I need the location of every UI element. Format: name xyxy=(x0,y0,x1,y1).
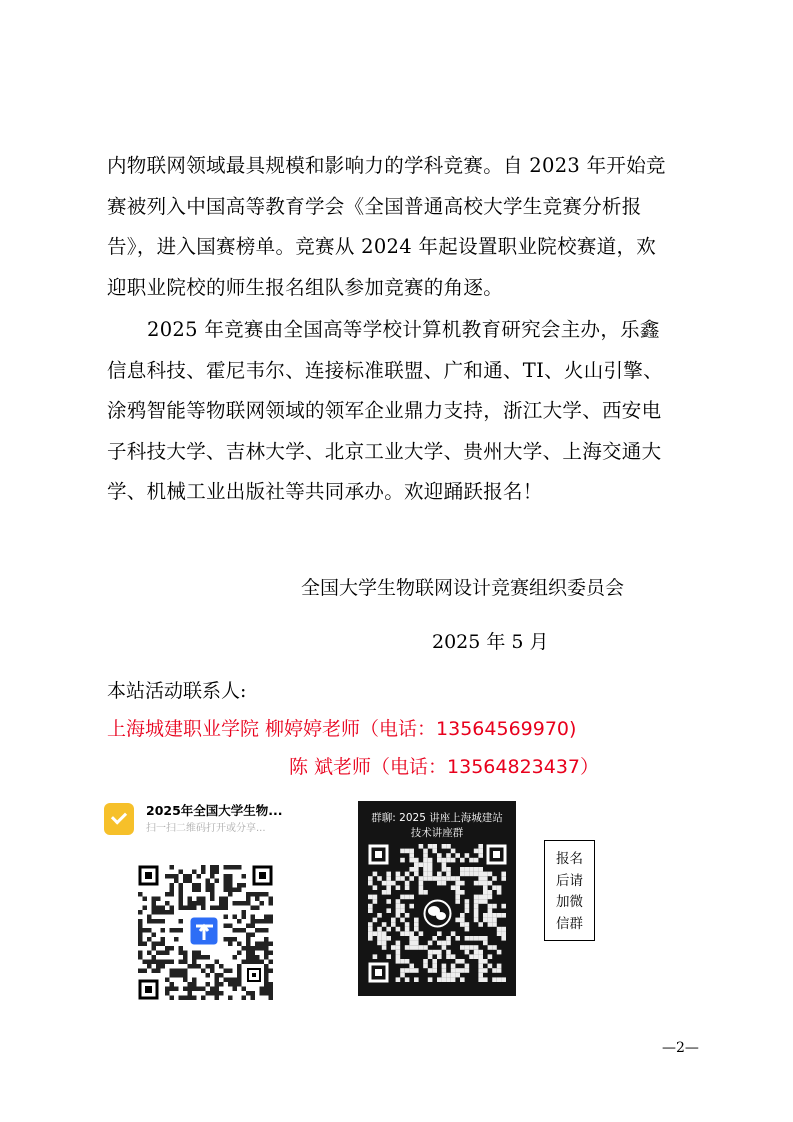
text-line: 学、机械工业出版社等共同承办。欢迎踊跃报名！ xyxy=(107,480,543,503)
qr-card-wechat-group[interactable] xyxy=(358,801,516,996)
signature-date: 2025 年 5 月 xyxy=(432,631,549,653)
note-line: 加微 xyxy=(556,894,583,910)
text-line: 涂鸦智能等物联网领域的领军企业鼎力支持，浙江大学、西安电 xyxy=(107,399,662,422)
text-line: 2025 年竞赛由全国高等学校计算机教育研究会主办，乐鑫 xyxy=(147,318,660,341)
contact-line-1: 上海城建职业学院 柳婷婷老师（电话：13564569970) xyxy=(107,718,577,740)
note-line: 报名 xyxy=(556,851,583,867)
qr-code-registration xyxy=(138,865,273,1000)
contact-line-2: 陈 斌老师（电话：13564823437） xyxy=(289,756,600,778)
signature-org: 全国大学生物联网设计竞赛组织委员会 xyxy=(301,577,625,599)
qr-card-header xyxy=(100,797,292,845)
check-app-icon xyxy=(104,803,134,835)
page-number: —2— xyxy=(662,1040,699,1056)
text-line: 内物联网领域最具规模和影响力的学科竞赛。自 2023 年开始竞 xyxy=(107,154,666,177)
group-title-line-1: 群聊: 2025 讲座上海城建站 xyxy=(371,812,503,824)
paragraph-2 xyxy=(107,310,697,513)
qr-code-wechat-group xyxy=(368,844,507,983)
paragraph-1 xyxy=(107,146,697,308)
qr-card-subtitle: 扫一扫二维码打开或分享... xyxy=(146,823,266,834)
text-line: 迎职业院校的师生报名组队参加竞赛的角逐。 xyxy=(107,275,504,299)
note-line: 信群 xyxy=(556,915,583,932)
text-line: 赛被列入中国高等教育学会《全国普通高校大学生竞赛分析报 xyxy=(107,194,642,218)
contact-label: 本站活动联系人: xyxy=(107,680,247,702)
group-title-line-2: 技术讲座群 xyxy=(410,827,464,839)
text-line: 信息科技、霍尼韦尔、连接标准联盟、广和通、TI、火山引擎、 xyxy=(107,358,663,382)
note-line: 后请 xyxy=(556,872,583,889)
qr-card-registration[interactable] xyxy=(100,797,292,1007)
registration-note-box xyxy=(544,840,595,941)
qr-card-title: 2025年全国大学生物... xyxy=(146,803,283,818)
text-line: 告》，进入国赛榜单。竞赛从 2024 年起设置职业院校赛道，欢 xyxy=(107,235,657,258)
text-line: 子科技大学、吉林大学、北京工业大学、贵州大学、上海交通大 xyxy=(107,439,662,463)
